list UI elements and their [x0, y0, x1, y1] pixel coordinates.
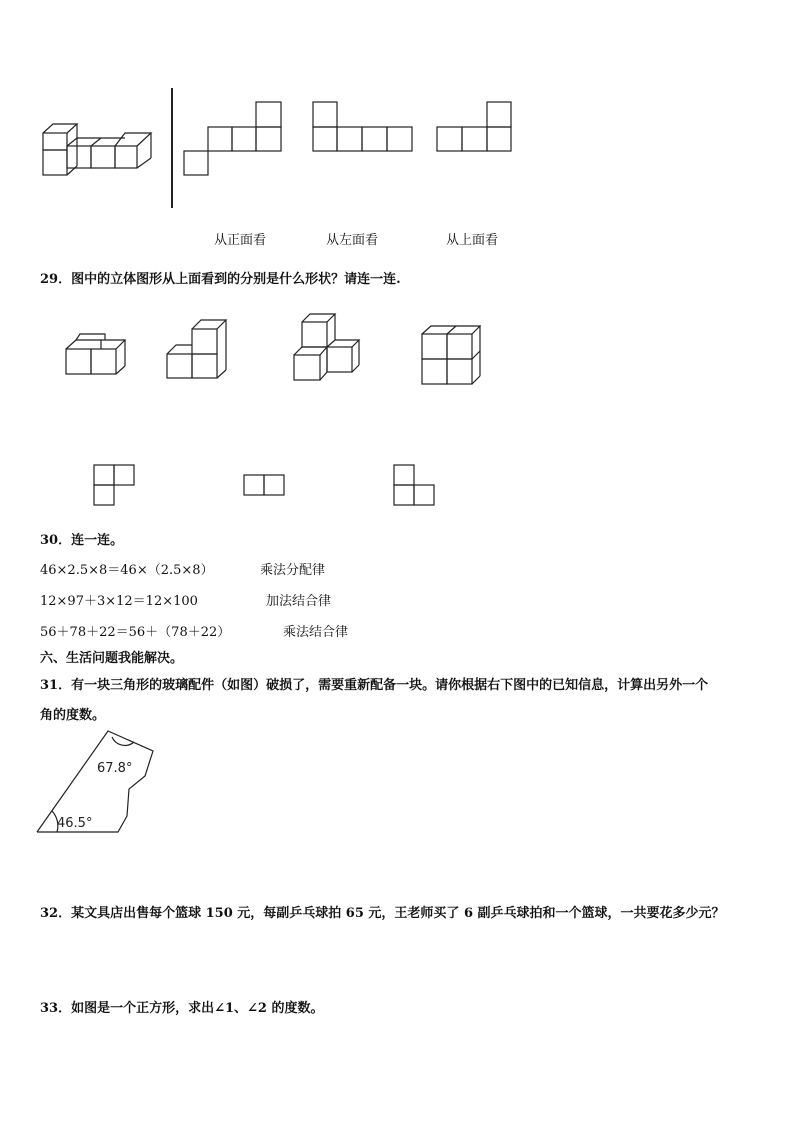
view-label-left: 从左面看: [326, 233, 379, 248]
q30-expression-3: 56＋78＋22＝56＋（78＋22）: [40, 625, 231, 640]
view-label-front: 从正面看: [214, 233, 267, 248]
question-30-title: 30．连一连。: [40, 533, 124, 548]
q30-law-2: 加法结合律: [266, 594, 332, 609]
q30-expression-2: 12×97＋3×12＝12×100: [40, 594, 198, 609]
question-32-text: 32．某文具店出售每个篮球 150 元，每副乒乓球拍 65 元，王老师买了 6 副乒乓球拍和一个篮球，一共要花多少元？: [40, 906, 725, 921]
question-31-line-1: 31．有一块三角形的玻璃配件（如图）破损了，需要重新配备一块。请你根据右下图中的已知信息，计算出另外一个: [40, 678, 709, 693]
angle-top-label: 67.8°: [97, 761, 133, 776]
question-29-text: 29．图中的立体图形从上面看到的分别是什么形状？请连一连.: [40, 272, 401, 287]
section-6-title: 六、生活问题我能解决。: [40, 651, 184, 666]
question-31-line-2: 角的度数。: [40, 708, 106, 723]
q30-law-1: 乘法分配律: [260, 563, 326, 578]
angle-bottom-label: 46.5°: [57, 816, 93, 831]
view-label-top: 从上面看: [446, 233, 499, 248]
q30-expression-1: 46×2.5×8＝46×（2.5×8）: [40, 563, 214, 578]
question-33-text: 33．如图是一个正方形，求出∠1、∠2 的度数。: [40, 1001, 324, 1016]
q30-law-3: 乘法结合律: [283, 625, 349, 640]
